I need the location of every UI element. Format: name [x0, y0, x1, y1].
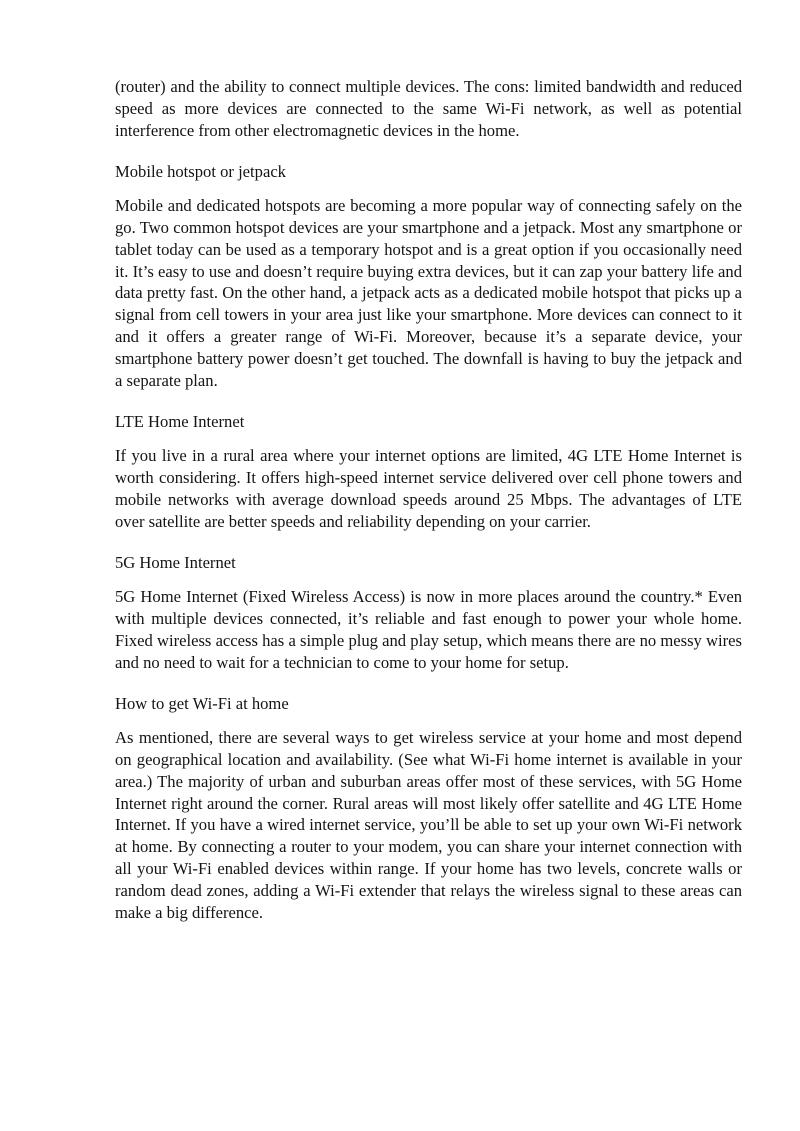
heading-lte-home-internet: LTE Home Internet	[115, 412, 245, 432]
heading-5g-home-internet: 5G Home Internet	[115, 553, 236, 573]
paragraph-5g-home-internet: 5G Home Internet (Fixed Wireless Access) is now in more places around the country.* Even with multiple devices connected, it’s reliable and fast enough to power your whole home. Fixed wireless access has a simple plug and play setup, which means there are no messy wires and no need to wait for a technician to come to your home for setup.	[115, 587, 742, 672]
intro-paragraph: (router) and the ability to connect multiple devices. The cons: limited bandwidth and reduced speed as more devices are connected to the same Wi-Fi network, as well as potential interference from other electromagnetic devices in the home.	[115, 77, 742, 140]
paragraph-lte-home-internet: If you live in a rural area where your internet options are limited, 4G LTE Home Internet is worth considering. It offers high-speed internet service delivered over cell phone towers and mobile networks with average download speeds around 25 Mbps. The advantages of LTE over satellite are better speeds and reliability depending on your carrier.	[115, 446, 742, 531]
document-page	[115, 76, 742, 943]
paragraph-mobile-hotspot: Mobile and dedicated hotspots are becoming a more popular way of connecting safely on the go. Two common hotspot devices are your smartphone and a jetpack. Most any smartphone or tablet today can be used as a temporary hotspot and is a great option if you occasionally need it. It’s easy to use and doesn’t require buying extra devices, but it can zap your battery life and data pretty fast. On the other hand, a jetpack acts as a dedicated mobile hotspot that picks up a signal from cell towers in your area just like your smartphone. More devices can connect to it and it offers a greater range of Wi-Fi. Moreover, because it’s a separate device, your smartphone battery power doesn’t get touched. The downfall is having to buy the jetpack and a separate plan.	[115, 196, 742, 390]
heading-how-to-get-wifi: How to get Wi-Fi at home	[115, 694, 289, 714]
heading-mobile-hotspot: Mobile hotspot or jetpack	[115, 162, 286, 182]
paragraph-how-to-get-wifi: As mentioned, there are several ways to get wireless service at your home and most depend on geographical location and availability. (See what Wi-Fi home internet is available in your area.) The majority of urban and suburban areas offer most of these services, with 5G Home Internet right around the corner. Rural areas will most likely offer satellite and 4G LTE Home Internet. If you have a wired internet service, you’ll be able to set up your own Wi-Fi network at home. By connecting a router to your modem, you can share your internet connection with all your Wi-Fi enabled devices within range. If your home has two levels, concrete walls or random dead zones, adding a Wi-Fi extender that relays the wireless signal to these areas can make a big difference.	[115, 728, 742, 922]
